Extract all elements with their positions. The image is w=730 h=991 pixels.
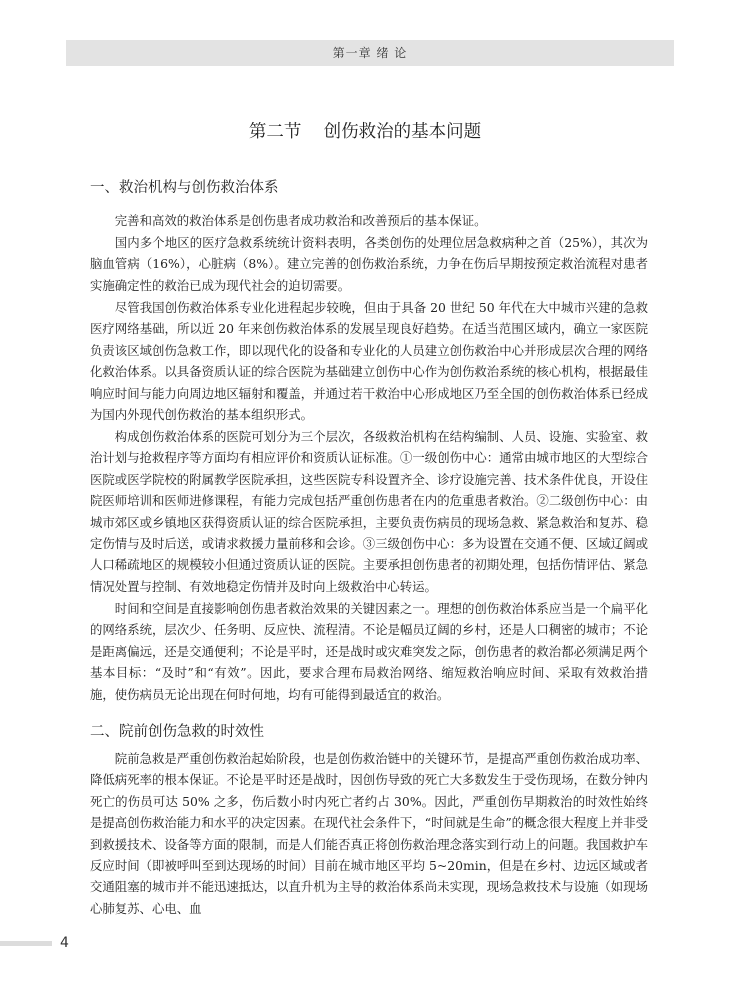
paragraph: 时间和空间是直接影响创伤患者救治效果的关键因素之一。理想的创伤救治体系应当是一个扁平化的网络系统，层次少、任务明、反应快、流程清。不论是幅员辽阔的乡村，还是人口稠密的城市；不论是距离偏远，还是交通便利；不论是平时，还是战时或灾难突发之际，创伤患者的救治都必须满足两个基本目标：“及时”和“有效”。因此，要求合理布局救治网络、缩短救治响应时间、采取有效救治措施，使伤病员无论出现在何时何地，均有可能得到最适宜的救治。 (90, 601, 648, 702)
page-number: 4 (60, 935, 69, 951)
section-title: 第二节 创伤救治的基本问题 (248, 122, 482, 142)
subsection-heading: 二、院前创伤急救的时效性 (90, 724, 264, 740)
subsection-heading: 一、救治机构与创伤救治体系 (90, 180, 279, 196)
paragraph: 完善和高效的救治体系是创伤患者成功救治和改善预后的基本保证。 (114, 213, 487, 228)
paragraph: 尽管我国创伤救治体系专业化进程起步较晚，但由于具备 20 世纪 50 年代在大中城市兴建的急救医疗网络基础，所以近 20 年来创伤救治体系的发展呈现良好趋势。在适当范围区域内，确立一家医院负责该区域创伤急救工作，即以现代化的设备和专业化的人员建立创伤救治中心并形成层次合理的网络化救治体系。以具备资质认证的综合医院为基础建立创伤中心作为创伤救治系统的核心机构，根据最佳响应时间与能力向周边地区辐射和覆盖，并通过若干救治中心形成地区乃至全国的创伤救治体系已经成为国内外现代创伤救治的基本组织形式。 (90, 300, 648, 423)
paragraph: 国内多个地区的医疗急救系统统计资料表明，各类创伤的处理位居急救病种之首（25%），其次为脑血管病（16%），心脏病（8%）。建立完善的创伤救治系统，力争在伤后早期按预定救治流程对患者实施确定性的救治已成为现代社会的迫切需要。 (90, 235, 648, 293)
running-header: 第一章 绪 论 (66, 40, 674, 66)
paragraph: 院前急救是严重创伤救治起始阶段，也是创伤救治链中的关键环节，是提高严重创伤救治成功率、降低病死率的根本保证。不论是平时还是战时，因创伤导致的死亡大多数发生于受伤现场，在数分钟内死亡的伤员可达 50% 之多，伤后数小时内死亡者约占 30%。因此，严重创伤早期救治的时效性始终是提高创伤救治能力和水平的决定因素。在现代社会条件下，“时间就是生命”的概念很大程度上并非受到救援技术、设备等方面的限制，而是人们能否真正将创伤救治理念落实到行动上的问题。我国救护车反应时间（即被呼叫至到达现场的时间）目前在城市地区平均 5~20min，但是在乡村、边远区域或者交通阻塞的城市并不能迅速抵达，以直升机为主导的救治体系尚未实现，现场急救技术与设施（如现场心肺复苏、心电、血 (90, 751, 648, 916)
paragraph: 构成创伤救治体系的医院可划分为三个层次，各级救治机构在结构编制、人员、设施、实验室、救治计划与抢救程序等方面均有相应评价和资质认证标准。①一级创伤中心：通常由城市地区的大型综合医院或医学院校的附属教学医院承担，这些医院专科设置齐全、诊疗设施完善、技术条件优良，开设住院医师培训和医师进修课程，有能力完成包括严重创伤患者在内的危重患者救治。②二级创伤中心：由城市郊区或乡镇地区获得资质认证的综合医院承担，主要负责伤病员的现场急救、紧急救治和复苏、稳定伤情与及时后送，或请求救援力量前移和会诊。③三级创伤中心：多为设置在交通不便、区域辽阔或人口稀疏地区的规模较小但通过资质认证的医院。主要承担创伤患者的初期处理，包括伤情评估、紧急情况处置与控制、有效地稳定伤情并及时向上级救治中心转运。 (90, 429, 648, 594)
footer-bar (0, 941, 52, 946)
